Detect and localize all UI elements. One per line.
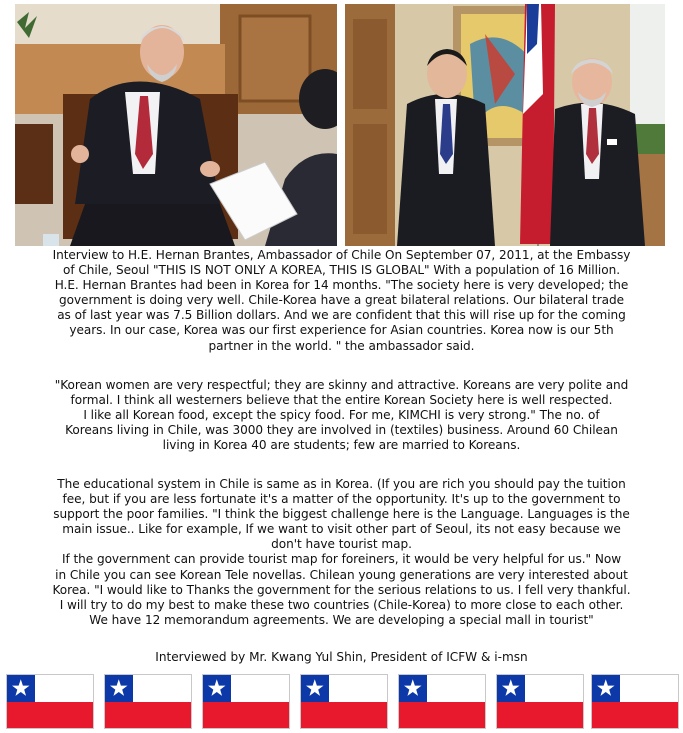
text-line: of Chile, Seoul "THIS IS NOT ONLY A KOREA, THIS IS GLOBAL" With a population of 16 Million. [63,263,620,278]
chile-flag-icon [202,674,290,729]
text-line: support the poor families. "I think the biggest challenge here is the Language. Languages is the [53,507,630,522]
interview-photo [15,4,337,246]
text-line: Interview to H.E. Hernan Brantes, Ambassador of Chile On September 07, 2011, at the Embassy [52,248,631,262]
article-paragraph-2 [10,378,673,453]
text-line: "Korean women are very respectful; they are skinny and attractive. Koreans are very polite and [54,378,629,392]
article-paragraph-3 [10,477,673,628]
text-line: I will try to do my best to make these two countries (Chile-Korea) to more close to each other. [59,597,624,612]
text-line: We have 12 memorandum agreements. We are developing a special mall in tourist" [89,612,594,627]
text-line: living in Korea 40 are students; few are married to Koreans. [162,438,521,453]
chile-flag-icon [104,674,192,729]
text-line: as of last year was 7.5 Billion dollars. And we are confident that this will rise up for the coming [57,308,626,323]
chile-flag-icon [496,674,584,729]
text-line: formal. I think all westerners believe that the entire Korean Society here is well respected. [70,393,613,408]
chile-flag-icon [6,674,94,729]
text-line: fee, but if you are less fortunate it's a matter of the opportunity. It's up to the government to [62,492,621,507]
flag-row [6,674,680,730]
text-line: partner in the world. " the ambassador said. [208,338,475,353]
chile-flag-icon [398,674,486,729]
article-paragraph-1 [10,248,673,354]
text-line: Koreans living in Chile, was 3000 they are involved in (textiles) business. Around 60 Chilean [65,423,618,438]
text-line: years. In our case, Korea was our first experience for Asian countries. Korea now is our 5th [69,323,614,338]
text-line: Korea. "I would like to Thanks the government for the serious relations to us. I fell very thankful. [52,582,631,597]
text-line: H.E. Hernan Brantes had been in Korea for 14 months. "The society here is very developed; the [54,278,629,293]
text-line: I like all Korean food, except the spicy food. For me, KIMCHI is very strong." The no. of [83,408,600,423]
interviewer-credit: Interviewed by Mr. Kwang Yul Shin, President of ICFW & i-msn [155,650,528,664]
text-line: don't have tourist map. [271,537,412,552]
text-line: in Chile you can see Korean Tele novellas. Chilean young generations are very interested about [55,567,628,582]
text-line: main issue.. Like for example, If we want to visit other part of Seoul, its not easy because we [62,522,621,537]
chile-flag-icon [591,674,679,729]
ambassador-photo [345,4,665,246]
text-line: government is doing very well. Chile-Korea have a great bilateral relations. Our bilateral trade [58,293,625,308]
text-line: If the government can provide tourist map for foreiners, it would be very helpful for us." Now [61,552,622,567]
chile-flag-icon [300,674,388,729]
text-line: The educational system in Chile is same as in Korea. (If you are rich you should pay the tuition [57,477,626,491]
